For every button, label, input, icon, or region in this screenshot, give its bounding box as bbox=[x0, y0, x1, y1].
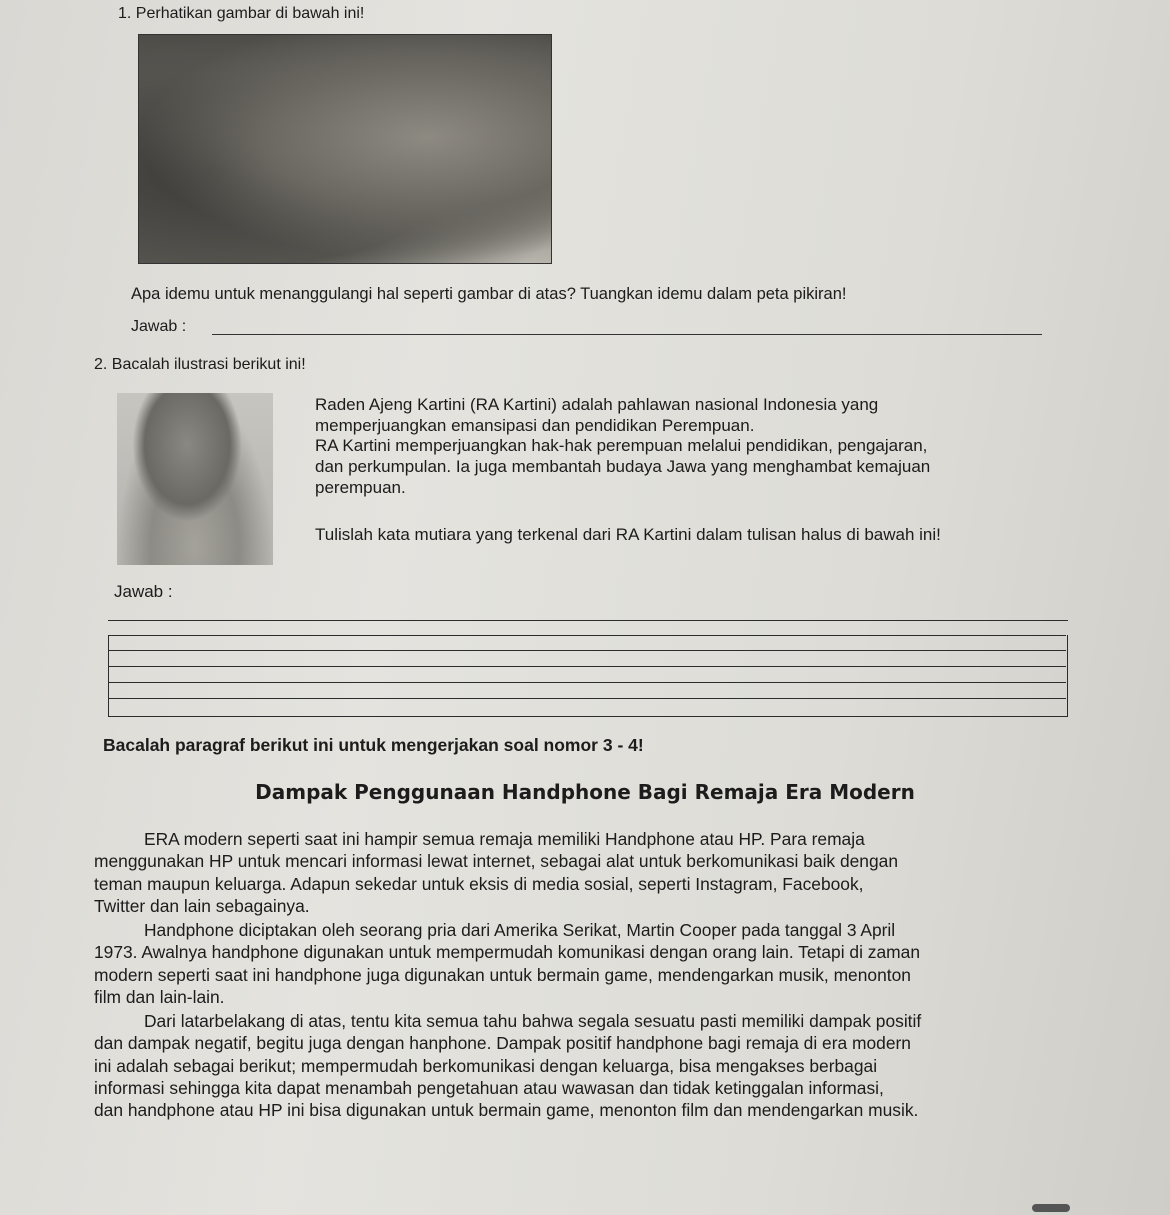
paragraph-line: dan perkumpulan. Ia juga membantah budaya Jawa yang menghambat kemajuan bbox=[315, 457, 931, 477]
page-edge-mark bbox=[1032, 1204, 1070, 1212]
kartini-paragraph bbox=[315, 395, 1065, 499]
writing-line bbox=[108, 650, 1066, 651]
article-line: Handphone diciptakan oleh seorang pria dari Amerika Serikat, Martin Cooper pada tanggal 3 April bbox=[144, 919, 896, 940]
article-line: ERA modern seperti saat ini hampir semua remaja memiliki Handphone atau HP. Para remaja bbox=[144, 829, 865, 849]
article-line: 1973. Awalnya handphone digunakan untuk mempermudah komunikasi dengan orang lain. Tetapi di zaman bbox=[94, 942, 920, 963]
writing-line bbox=[108, 635, 1066, 636]
question-1-heading: 1. Perhatikan gambar di bawah ini! bbox=[118, 5, 365, 22]
question-2-answer-label: Jawab : bbox=[114, 582, 173, 601]
writing-line bbox=[108, 666, 1066, 667]
paragraph-line: RA Kartini memperjuangkan hak-hak perempuan melalui pendidikan, pengajaran, bbox=[315, 436, 928, 456]
article-line: ini adalah sebagai berikut; mempermudah berkomunikasi dengan keluarga, bisa mengakses berbagai bbox=[94, 1055, 878, 1076]
article-body bbox=[94, 828, 1084, 1123]
article-paragraph bbox=[94, 1010, 1084, 1122]
question-2-instruction: Tulislah kata mutiara yang terkenal dari RA Kartini dalam tulisan halus di bawah ini! bbox=[315, 525, 941, 544]
question-1-answer-label: Jawab : bbox=[131, 318, 187, 335]
article-paragraph bbox=[94, 828, 1084, 918]
question-1-prompt: Apa idemu untuk menanggulangi hal seperti gambar di atas? Tuangkan idemu dalam peta pikiran! bbox=[131, 285, 847, 303]
writing-line bbox=[108, 698, 1066, 699]
article-line: menggunakan HP untuk mencari informasi lewat internet, sebagai alat untuk berkomunikasi baik dengan bbox=[94, 851, 898, 872]
article-line: film dan lain-lain. bbox=[94, 987, 225, 1008]
article-line: dan handphone atau HP ini bisa digunakan untuk bermain game, menonton film dan mendengarkan musik. bbox=[94, 1100, 919, 1121]
article-line: dan dampak negatif, begitu juga dengan hanphone. Dampak positif handphone bagi remaja di era modern bbox=[94, 1033, 911, 1054]
question-1-answer-line[interactable] bbox=[212, 334, 1042, 335]
question-2-heading: 2. Bacalah ilustrasi berikut ini! bbox=[94, 356, 306, 373]
article-paragraph bbox=[94, 919, 1084, 1009]
writing-line bbox=[108, 620, 1068, 621]
article-line: modern seperti saat ini handphone juga digunakan untuk bermain game, mendengarkan musik, menonton bbox=[94, 964, 911, 985]
writing-line bbox=[108, 716, 1068, 717]
article-title: Dampak Penggunaan Handphone Bagi Remaja Era Modern bbox=[255, 780, 915, 804]
landslide-photo bbox=[138, 34, 552, 264]
article-line: informasi sehingga kita dapat menambah pengetahuan atau wawasan dan tidak ketinggalan informasi, bbox=[94, 1077, 884, 1098]
paragraph-line: memperjuangkan emansipasi dan pendidikan Perempuan. bbox=[315, 415, 755, 435]
paragraph-line: Raden Ajeng Kartini (RA Kartini) adalah pahlawan nasional Indonesia yang bbox=[315, 395, 879, 414]
article-line: Dari latarbelakang di atas, tentu kita semua tahu bahwa segala sesuatu pasti memiliki dampak positif bbox=[144, 1010, 922, 1031]
handwriting-answer-box[interactable] bbox=[108, 635, 1068, 717]
article-line: teman maupun keluarga. Adapun sekedar untuk eksis di media sosial, seperti Instagram, Facebook, bbox=[94, 873, 864, 894]
article-line: Twitter dan lain sebagainya. bbox=[94, 896, 310, 917]
reading-instruction: Bacalah paragraf berikut ini untuk mengerjakan soal nomor 3 - 4! bbox=[103, 735, 644, 755]
paragraph-line: perempuan. bbox=[315, 477, 406, 497]
kartini-portrait bbox=[117, 393, 273, 565]
writing-line bbox=[108, 682, 1066, 683]
